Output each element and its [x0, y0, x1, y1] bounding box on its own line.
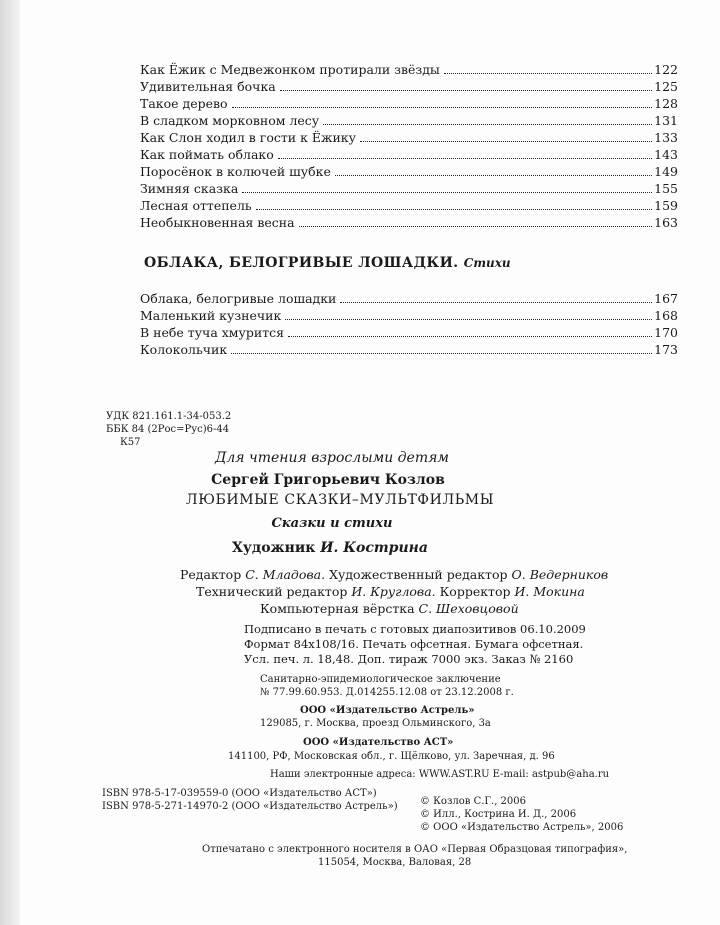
toc-entry: [140, 325, 678, 342]
toc-entry-page: 122: [654, 62, 678, 77]
art-editor-name: О. Ведерников: [511, 567, 609, 582]
layout-name: С. Шеховцовой: [418, 601, 519, 616]
toc-entry-page: 173: [654, 342, 678, 357]
udk-code: УДК 821.161.1-34-053.2: [106, 411, 232, 422]
tech-editor-name: И. Круглова.: [351, 584, 436, 599]
toc-leader-dots: [340, 302, 652, 303]
toc-entry-title: Удивительная бочка: [140, 79, 276, 94]
toc-entry: [140, 96, 678, 113]
toc-entry-page: 167: [654, 291, 678, 306]
print-info-2: Формат 84х108/16. Печать офсетная. Бумага офсетная.: [244, 637, 584, 651]
copyright-publisher: © ООО «Издательство Астрель», 2006: [420, 822, 624, 833]
toc-leader-dots: [288, 336, 652, 337]
toc-entry: [140, 181, 678, 198]
artist-name: И. Кострина: [320, 540, 428, 556]
credits-line-1: [180, 567, 608, 582]
toc-entry-page: 143: [654, 147, 678, 162]
toc-entry: [140, 113, 678, 130]
tech-editor-label: Технический редактор: [196, 584, 348, 599]
toc-entry-page: 131: [654, 113, 678, 128]
toc-leader-dots: [299, 226, 653, 227]
section-title: ОБЛАКА, БЕЛОГРИВЫЕ ЛОШАДКИ.: [144, 255, 459, 271]
credits-line-3: [260, 601, 519, 616]
toc-list-stories: [140, 62, 678, 232]
toc-entry: [140, 147, 678, 164]
editor-label: Редактор: [180, 567, 242, 582]
toc-leader-dots: [360, 141, 652, 142]
toc-entry: [140, 198, 678, 215]
publisher-ast-address: 141100, РФ, Московская обл., г. Щёлково, ул. Заречная, д. 96: [228, 751, 555, 762]
artist-label: Художник: [232, 540, 316, 556]
toc-entry-title: Облака, белогривые лошадки: [140, 291, 337, 306]
copyright-author: © Козлов С.Г., 2006: [420, 796, 527, 807]
sanitary-line-2: № 77.99.60.953. Д.014255.12.08 от 23.12.2008 г.: [260, 687, 514, 698]
audience-note: Для чтения взрослыми детям: [215, 450, 449, 466]
toc-entry-title: В сладком морковном лесу: [140, 113, 320, 128]
toc-leader-dots: [242, 192, 652, 193]
print-info-3: Усл. печ. л. 18,48. Доп. тираж 7000 экз. Заказ № 2160: [244, 652, 574, 666]
publisher-astrel-name: ООО «Издательство Астрель»: [300, 705, 475, 716]
printer-line-2: 115054, Москва, Валовая, 28: [318, 857, 472, 868]
print-info-1: Подписано в печать с готовых диапозитивов 06.10.2009: [244, 622, 586, 636]
toc-leader-dots: [335, 175, 652, 176]
toc-entry-title: Колокольчик: [140, 342, 228, 357]
toc-entry-title: Лесная оттепель: [140, 198, 252, 213]
artist-line: [0, 540, 690, 556]
toc-leader-dots: [285, 319, 652, 320]
toc-entry-title: Как Слон ходил в гости к Ёжику: [140, 130, 356, 145]
toc-entry-title: В небе туча хмурится: [140, 325, 285, 340]
bbk-code: ББК 84 (2Рос=Рус)6-44: [106, 424, 230, 435]
credits-line-2: [196, 584, 585, 599]
web-addresses: Наши электронные адреса: WWW.AST.RU E-mail: astpub@aha.ru: [270, 769, 610, 780]
publisher-astrel-address: 129085, г. Москва, проезд Ольминского, 3а: [260, 718, 491, 729]
layout-label: Компьютерная вёрстка: [260, 601, 415, 616]
toc-entry-title: Поросёнок в колючей шубке: [140, 164, 331, 179]
book-title: ЛЮБИМЫЕ СКАЗКИ–МУЛЬТФИЛЬМЫ: [185, 492, 495, 508]
toc-entry-title: Такое дерево: [140, 96, 228, 111]
toc-entry-page: 168: [654, 308, 678, 323]
publisher-ast-name: ООО «Издательство АСТ»: [303, 737, 454, 748]
sanitary-line-1: Санитарно-эпидемиологическое заключение: [260, 674, 501, 685]
toc-entry-page: 163: [654, 215, 678, 230]
toc-entry: [140, 79, 678, 96]
editor-name: С. Младова.: [245, 567, 326, 582]
toc-entry: [140, 164, 678, 181]
isbn-astrel: ISBN 978-5-271-14970-2 (ООО «Издательство Астрель»): [102, 801, 398, 812]
corrector-label: Корректор: [439, 584, 511, 599]
section-heading: [144, 255, 511, 271]
toc-entry-title: Необыкновенная весна: [140, 215, 295, 230]
toc-leader-dots: [323, 124, 652, 125]
toc-entry: [140, 130, 678, 147]
toc-entry: [140, 291, 678, 308]
author-name: Сергей Григорьевич Козлов: [211, 472, 445, 488]
corrector-name: И. Мокина: [514, 584, 585, 599]
toc-leader-dots: [231, 353, 652, 354]
toc-entry-page: 149: [654, 164, 678, 179]
toc-leader-dots: [256, 209, 652, 210]
toc-entry-page: 125: [654, 79, 678, 94]
classification-block: [106, 410, 231, 449]
toc-leader-dots: [280, 90, 652, 91]
toc-entry: [140, 215, 678, 232]
toc-entry: [140, 62, 678, 79]
toc-entry-page: 155: [654, 181, 678, 196]
toc-entry-page: 170: [654, 325, 678, 340]
copyright-illustrations: © Илл., Кострина И. Д., 2006: [420, 809, 577, 820]
toc-entry-page: 133: [654, 130, 678, 145]
toc-entry-title: Как Ёжик с Медвежонком протирали звёзды: [140, 62, 440, 77]
art-editor-label: Художественный редактор: [329, 567, 508, 582]
toc-entry: [140, 308, 678, 325]
toc-entry-title: Зимняя сказка: [140, 181, 239, 196]
isbn-ast: ISBN 978-5-17-039559-0 (ООО «Издательство АСТ»): [102, 788, 377, 799]
toc-leader-dots: [444, 73, 652, 74]
toc-entry-page: 128: [654, 96, 678, 111]
book-subtitle: Сказки и стихи: [271, 516, 393, 531]
toc-entry-page: 159: [654, 198, 678, 213]
toc-leader-dots: [278, 158, 652, 159]
toc-list-poems: [140, 291, 678, 359]
author-mark: К57: [120, 437, 141, 448]
toc-entry-title: Маленький кузнечик: [140, 308, 282, 323]
section-subtitle: Стихи: [463, 256, 511, 270]
toc-entry-title: Как поймать облако: [140, 147, 274, 162]
printer-line-1: Отпечатано с электронного носителя в ОАО «Первая Образцовая типография»,: [202, 844, 628, 855]
toc-leader-dots: [232, 107, 653, 108]
toc-entry: [140, 342, 678, 359]
